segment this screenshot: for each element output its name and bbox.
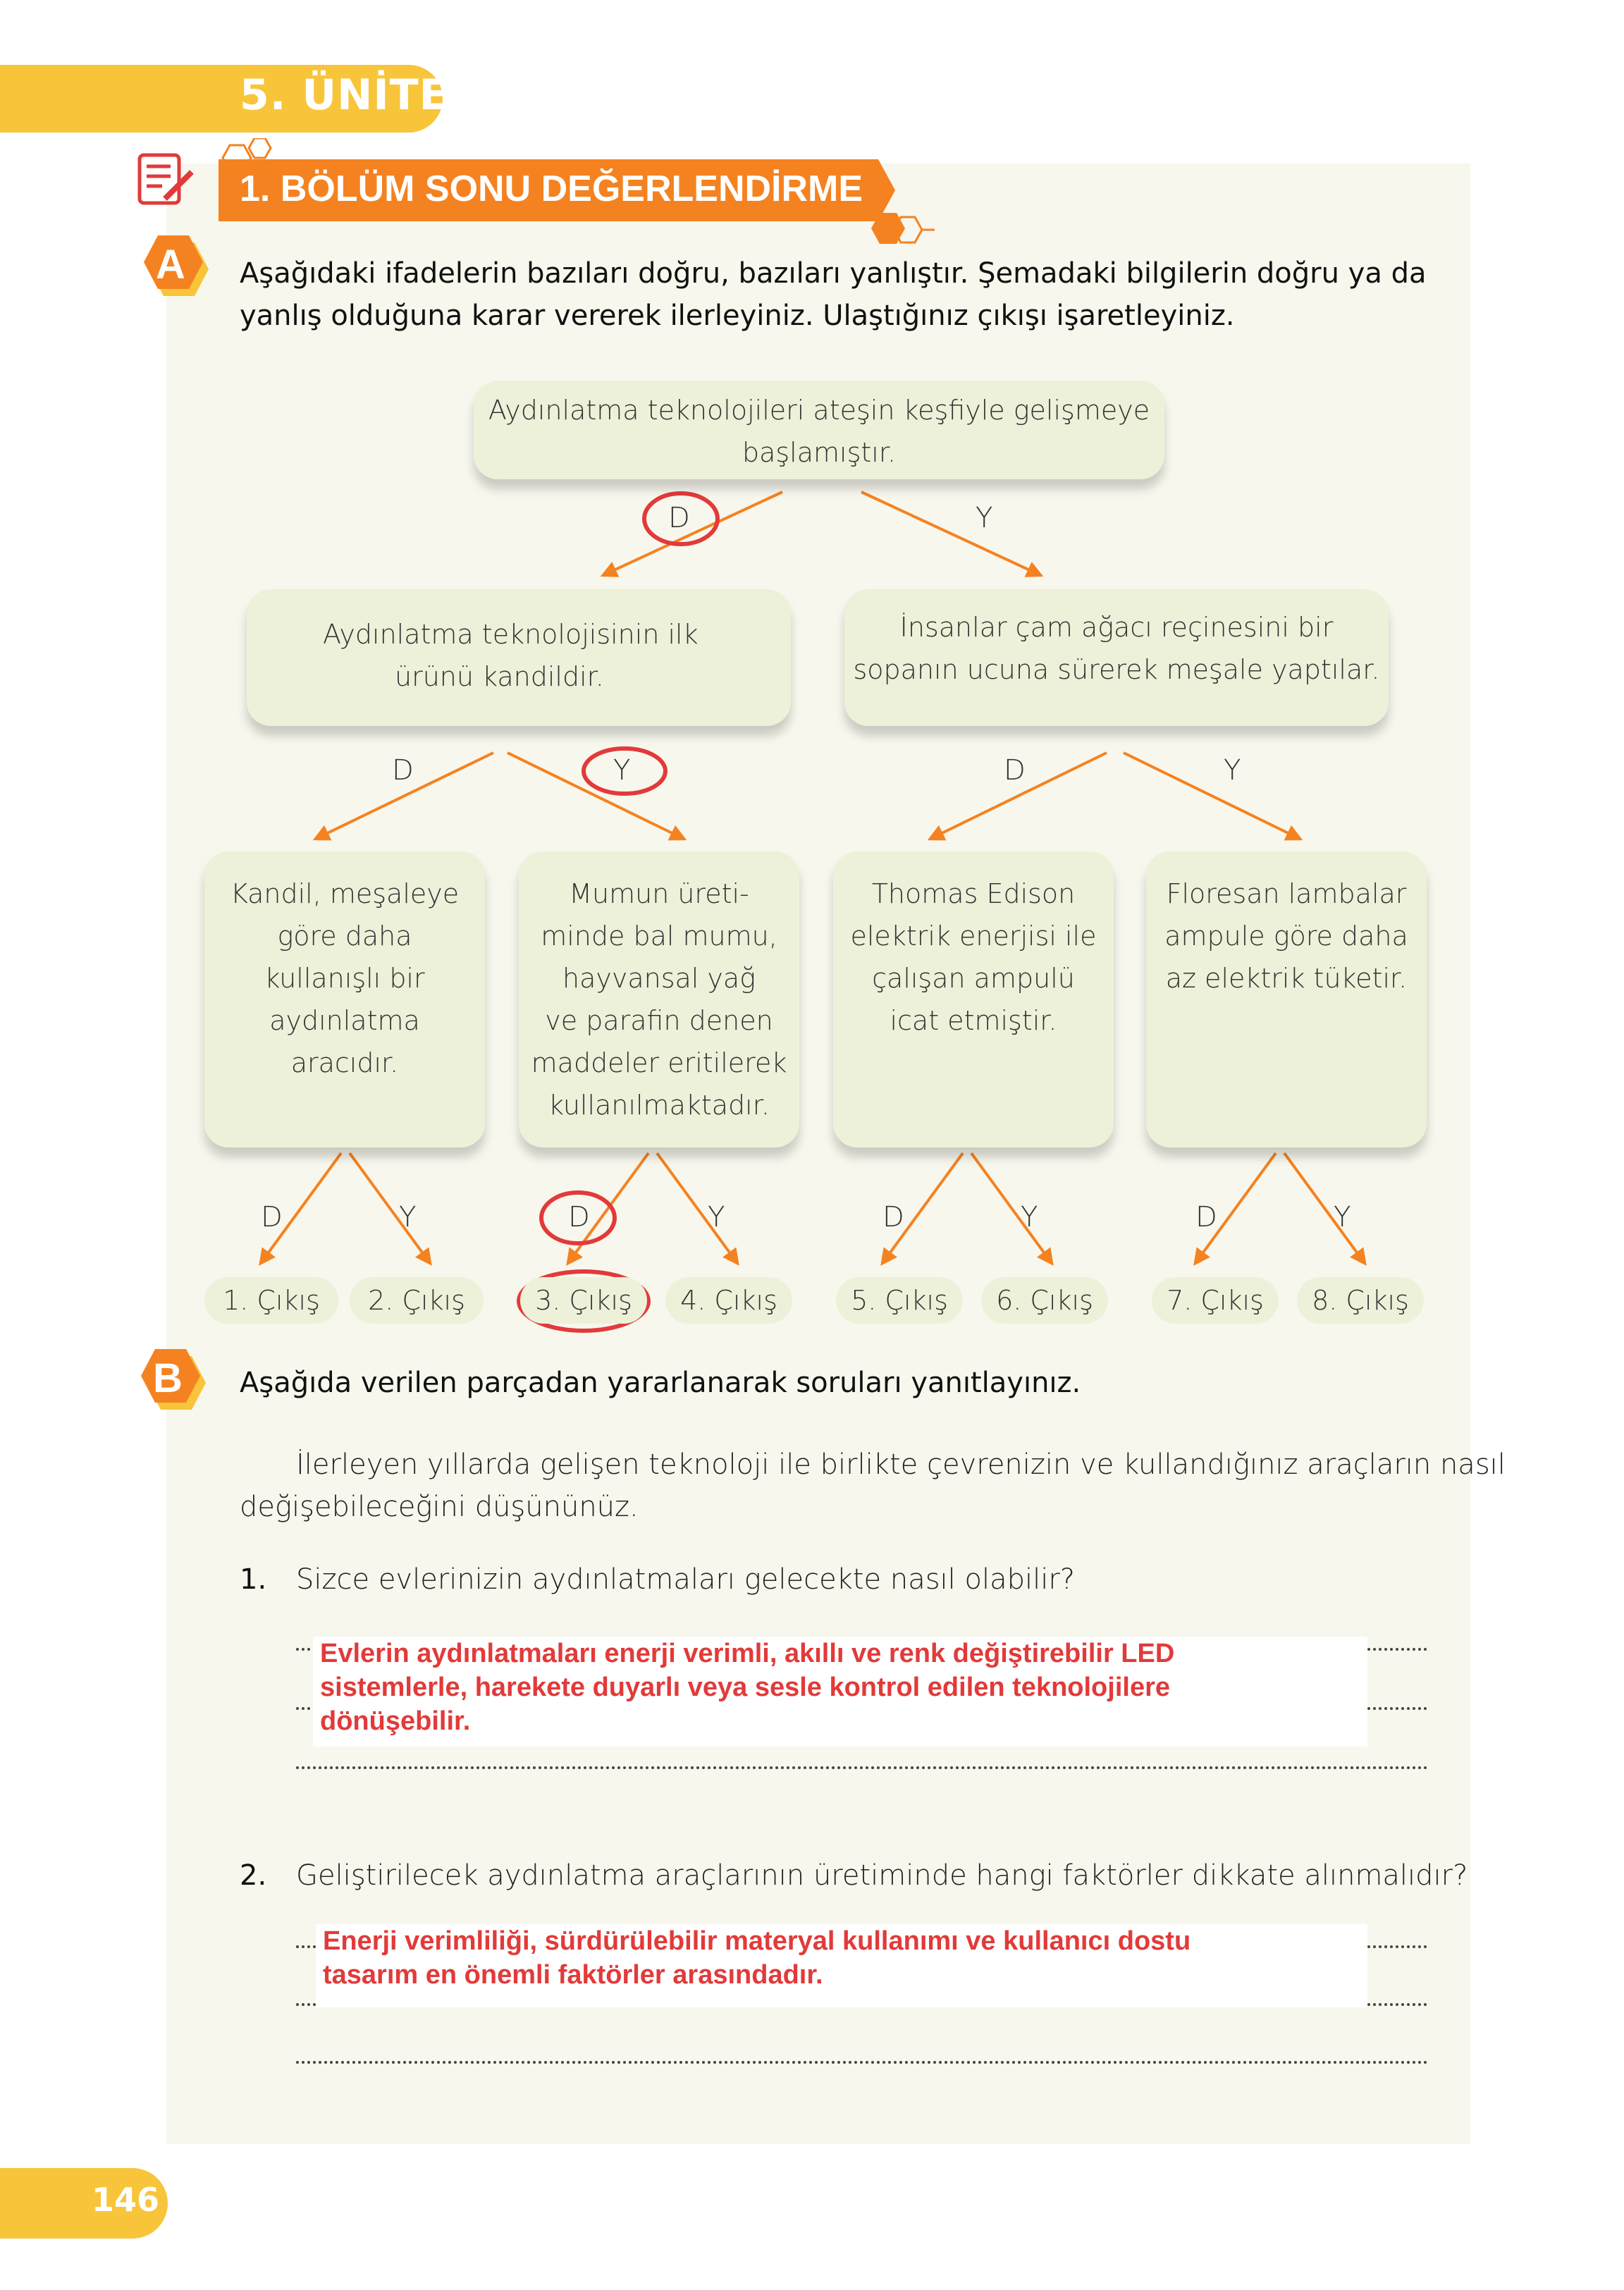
statement-box-l3-2 [519,851,799,1147]
statement-l3-2-line: hayvansal yağ [562,963,756,994]
statement-l2-right-line-1: İnsanlar çam ağacı reçinesini bir [899,612,1334,643]
label-d: D [668,502,690,534]
statement-box-l2-right [844,589,1389,726]
label-d: D [392,754,414,787]
statement-l3-3-line: Thomas Edison [871,878,1076,909]
root-statement-line-1: Aydınlatma teknolojileri ateşin keşfiyle gelişmeye [488,395,1150,426]
section-title: 1. BÖLÜM SONU DEĞERLENDİRME [240,168,863,209]
part-a-instruction-line-2: yanlış olduğuna karar vererek ilerleyiniz. Ulaştığınız çıkışı işaretleyiniz. [240,300,1235,332]
statement-l3-1-line: aydınlatma [269,1005,420,1036]
label-y: Y [976,502,993,534]
statement-l3-1-line: aracıdır. [290,1047,399,1078]
exit-5[interactable]: 5. Çıkış [836,1277,963,1324]
answer-line-text: sistemlerle, harekete duyarlı veya sesle kontrol edilen teknolojilere [320,1673,1170,1702]
exit-6[interactable]: 6. Çıkış [981,1277,1108,1324]
statement-box-l3-4 [1146,851,1427,1147]
statement-box-l2-left [247,589,791,726]
question-2-text: Geliştirilecek aydınlatma araçlarının üretiminde hangi faktörler dikkate alınmalıdır? [296,1859,1468,1892]
question-1-text: Sizce evlerinizin aydınlatmaları gelecekte nasıl olabilir? [296,1563,1075,1596]
answer-line [296,2061,1428,2064]
question-2-number: 2. [240,1859,267,1892]
answer-line-text: dönüşebilir. [320,1706,471,1736]
part-b-paragraph-line-2: değişebileceğini düşününüz. [240,1491,639,1523]
page-number: 146 [92,2181,160,2219]
statement-l3-4-line: Floresan lambalar [1166,878,1407,909]
answer-line-text: Evlerin aydınlatmaları enerji verimli, akıllı ve renk değiştirebilir LED [320,1639,1175,1668]
question-1-answer[interactable] [313,1637,1367,1747]
badge-b-letter: B [153,1355,183,1401]
question-1-number: 1. [240,1563,267,1596]
label-y: Y [1334,1201,1351,1233]
exit-3[interactable]: 3. Çıkış [520,1277,647,1324]
question-2-answer[interactable] [316,1924,1367,2007]
label-y: Y [708,1201,725,1233]
statement-l2-left-line-1: Aydınlatma teknolojisinin ilk [323,619,699,650]
exit-7[interactable]: 7. Çıkış [1152,1277,1279,1324]
answer-line-text: Enerji verimliliği, sürdürülebilir materyal kullanımı ve kullanıcı dostu [323,1926,1191,1956]
statement-l2-right-line-2: sopanın ucuna sürerek meşale yaptılar. [853,654,1380,685]
label-d: D [1004,754,1026,787]
statement-l3-2-line: kullanılmaktadır. [548,1090,770,1121]
badge-a-letter: A [156,242,185,288]
exit-1[interactable]: 1. Çıkış [204,1277,338,1324]
statement-l3-2-line: Mumun üreti- [569,878,749,909]
root-statement-box [474,381,1164,479]
label-y: Y [613,754,631,787]
label-d: D [568,1201,590,1233]
statement-l2-left-line-2: ürünü kandildir. [395,661,604,692]
statement-box-l3-3 [833,851,1114,1147]
part-b-instruction: Aşağıda verilen parçadan yararlanarak soruları yanıtlayınız. [240,1367,1081,1399]
statement-l3-1-line: Kandil, meşaleye [230,878,460,909]
statement-l3-2-line: maddeler eritilerek [531,1047,787,1078]
statement-l3-1-line: göre daha [277,921,412,952]
label-d: D [882,1201,904,1233]
root-statement-line-2: başlamıştır. [742,437,897,468]
statement-l3-3-line: çalışan ampulü [872,963,1075,994]
answer-line [296,1766,1428,1769]
statement-l3-3-line: icat etmiştir. [890,1005,1057,1036]
answer-line-text: tasarım en önemli faktörler arasındadır. [323,1960,823,1990]
statement-l3-4-line: ampule göre daha [1164,921,1408,952]
statement-box-l3-1 [204,851,485,1147]
statement-l3-2-line: ve parafin denen [545,1005,773,1036]
part-a-instruction-line-1: Aşağıdaki ifadelerin bazıları doğru, bazıları yanlıştır. Şemadaki bilgilerin doğru ya da [240,257,1427,290]
label-y: Y [1224,754,1241,787]
label-y: Y [1021,1201,1038,1233]
unit-title: 5. ÜNİTE [240,70,449,120]
statement-l3-3-line: elektrik enerjisi ile [850,921,1097,952]
label-y: Y [399,1201,417,1233]
statement-l3-4-line: az elektrik tüketir. [1165,963,1408,994]
exit-4[interactable]: 4. Çıkış [665,1277,792,1324]
statement-l3-1-line: kullanışlı bir [264,963,425,994]
part-b-paragraph-line-1: İlerleyen yıllarda gelişen teknoloji ile birlikte çevrenizin ve kullandığınız araçların nasıl [296,1448,1506,1481]
label-d: D [1195,1201,1217,1233]
exit-8[interactable]: 8. Çıkış [1297,1277,1424,1324]
label-d: D [261,1201,283,1233]
exit-2[interactable]: 2. Çıkış [350,1277,484,1324]
statement-l3-2-line: minde bal mumu, [541,921,777,952]
